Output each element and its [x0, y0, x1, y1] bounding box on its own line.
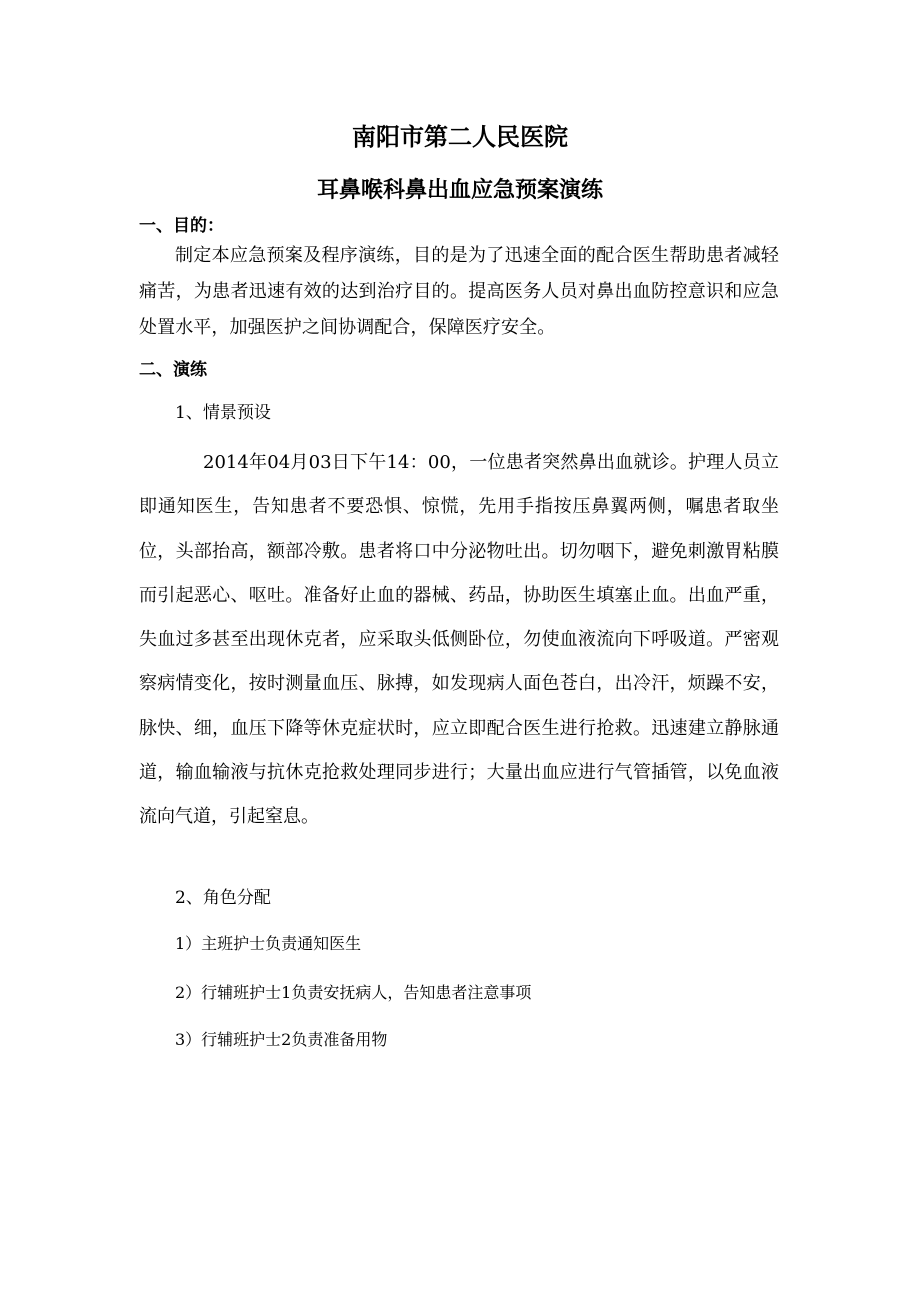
purpose-paragraph: 制定本应急预案及程序演练，目的是为了迅速全面的配合医生帮助患者减轻痛苦，为患者迅速有效的达到治疗目的。提高医务人员对鼻出血防控意识和应急处置水平，加强医护之间协调配合，保障医疗安全。: [139, 245, 779, 338]
list-item: 2）行辅班护士1负责安抚病人，告知患者注意事项: [175, 983, 532, 1002]
list-item: 3）行辅班护士2负责准备用物: [175, 1030, 388, 1049]
section-heading-drill: 二、演练: [139, 360, 207, 380]
subheading-scenario: 1、情景预设: [175, 403, 271, 423]
list-item: 1）主班护士负责通知医生: [175, 934, 362, 953]
hospital-title: 南阳市第二人民医院: [352, 123, 568, 151]
subheading-roles: 2、角色分配: [175, 888, 271, 908]
scenario-paragraph: 2014年04月03日下午14：00，一位患者突然鼻出血就诊。护理人员立即通知医生，告知患者不要恐惧、惊慌，先用手指按压鼻翼两侧，嘱患者取坐位，头部抬高，额部冷敷。患者将口中分泌物吐出。切勿咽下，避免刺激胃粘膜而引起恶心、呕吐。准备好止血的器械、药品，协助医生填塞止血。出血严重，失血过多甚至出现休克者，应采取头低侧卧位，勿使血液流向下呼吸道。严密观察病情变化，按时测量血压、脉搏，如发现病人面色苍白，出冷汗，烦躁不安，脉快、细，血压下降等休克症状时，应立即配合医生进行抢救。迅速建立静脉通道，输血输液与抗休克抢救处理同步进行；大量出血应进行气管插管，以免血液流向气道，引起窒息。: [139, 452, 779, 828]
document-subtitle: 耳鼻喉科鼻出血应急预案演练: [316, 178, 603, 203]
section-heading-purpose: 一、目的：: [139, 216, 224, 236]
